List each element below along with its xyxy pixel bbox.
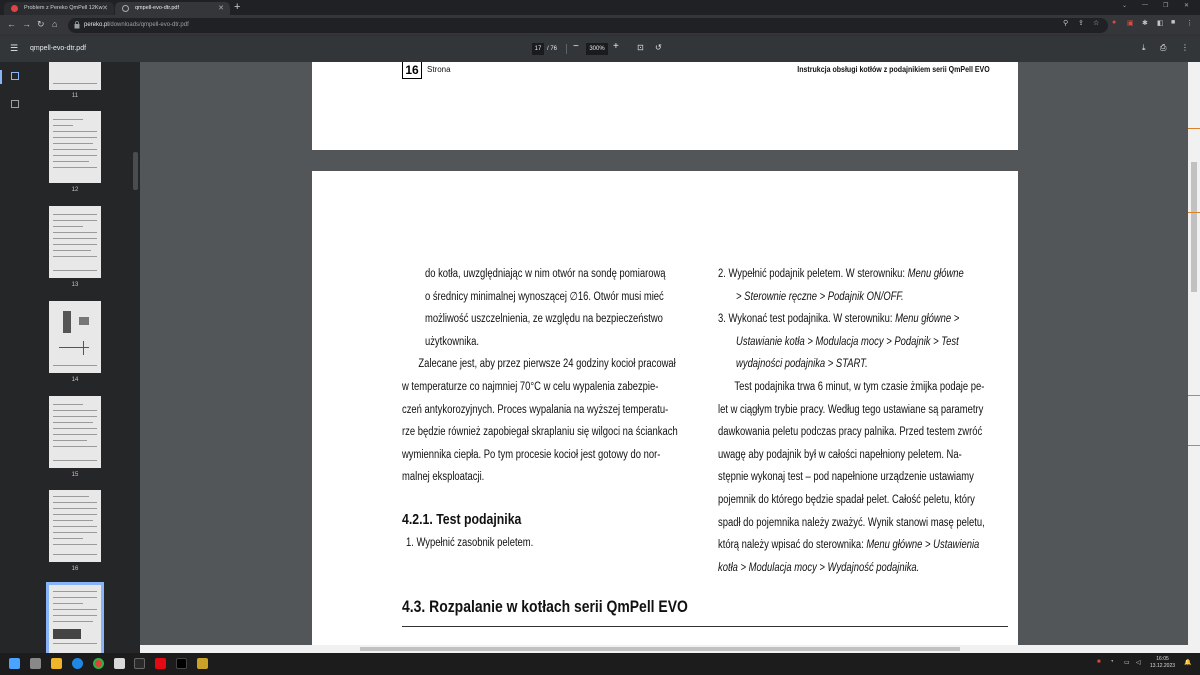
text-segment: 3. Wykonać test podajnika. W sterowniku: [718, 313, 896, 326]
text-line: stępnie wykonaj test – pod napełnione urządzenie ustawiamy [718, 471, 974, 484]
extension-mail-icon[interactable]: ▣ [1127, 20, 1134, 27]
system-clock[interactable] [1150, 656, 1175, 670]
omnibox[interactable] [68, 18, 1108, 33]
text-line: możliwość uszczelnienia, ze względu na bezpieczeństwo [424, 313, 663, 326]
selected-view-indicator [0, 70, 2, 84]
sidebar-scrollbar[interactable] [133, 152, 138, 190]
left-column [402, 263, 702, 489]
notepad-icon[interactable] [114, 658, 125, 669]
menu-path: kotła > Modulacja mocy > Wydajność podajnika. [718, 561, 920, 574]
url-text [84, 18, 189, 33]
calculator-icon[interactable] [134, 658, 145, 669]
windows-taskbar [0, 653, 1200, 675]
tab-close-icon[interactable]: ✕ [102, 5, 108, 12]
menu-path: wydajności podajnika > START. [736, 358, 868, 371]
back-button[interactable]: ← [7, 19, 16, 29]
side-panel-icon[interactable]: ◧ [1157, 20, 1164, 27]
display-icon[interactable]: ▭ [1124, 660, 1130, 666]
tab-pdf[interactable] [115, 2, 230, 15]
forum-favicon-icon [11, 5, 18, 12]
text-line: do kotła, uwzględniając w nim otwór na sondę pomiarową [424, 268, 666, 280]
game-app-icon[interactable] [197, 658, 208, 669]
horizontal-scrollbar[interactable] [140, 645, 1188, 653]
pdf-page-previous [312, 62, 1018, 150]
text-segment: 2. Wypełnić podajnik peletem. W sterowniku: [718, 268, 908, 280]
page-thumbnail[interactable] [49, 396, 101, 468]
text-line: wymiennika ciepła. Po tym procesie kocioł jest gotowy do nor- [402, 448, 661, 461]
text-line: Zalecane jest, aby przez pierwsze 24 godziny kocioł pracował [418, 358, 676, 371]
text-line: czeń antykorozyjnych. Proces wypalania na wyższej temperatu- [402, 403, 669, 416]
chrome-icon[interactable] [93, 658, 104, 669]
new-tab-button[interactable]: + [234, 1, 241, 13]
browser-menu-icon[interactable]: ⋮ [1186, 20, 1193, 27]
forward-button[interactable]: → [22, 19, 31, 29]
extension-red-icon[interactable]: ● [1112, 19, 1117, 26]
text-line: pojemnik do którego będzie spadał pelet. Całość peletu, który [718, 493, 975, 506]
zoom-in-button[interactable]: + [613, 41, 619, 52]
address-bar-row [0, 15, 1200, 36]
page-thumbnail[interactable] [49, 62, 101, 90]
list-item: 1. Wypełnić zasobnik peletem. [406, 537, 534, 549]
sidebar-menu-icon[interactable]: ☰ [10, 43, 19, 53]
url-domain: pereko.pl [84, 22, 109, 28]
print-icon[interactable]: ⎙ [1160, 43, 1167, 52]
text-line: o średnicy minimalnej wynoszącej ∅16. Otwór musi mieć [424, 290, 664, 303]
notifications-icon[interactable]: 🔔 [1184, 660, 1192, 666]
thumbnail-label: 12 [71, 187, 79, 193]
text-line: w temperaturze co najmniej 70°C w celu wypalenia zabezpie- [402, 380, 659, 393]
volume-icon[interactable]: ◁ [1136, 660, 1141, 666]
media-app-icon[interactable] [176, 658, 187, 669]
task-view-icon[interactable] [30, 658, 41, 669]
list-item [718, 308, 1018, 331]
scroll-marker [1188, 395, 1200, 396]
zoom-out-button[interactable]: − [573, 41, 579, 52]
menu-path: Menu główne [907, 268, 964, 280]
download-icon[interactable]: ⤓ [1142, 43, 1146, 52]
minimize-button[interactable]: — [1142, 2, 1148, 8]
thumbnail-label: 13 [71, 282, 79, 288]
thumbnails-view-icon[interactable] [11, 72, 19, 80]
thumbnail-label: 11 [71, 93, 79, 99]
text-line: uwagę aby podajnik był w całości napełniony peletem. Na- [718, 448, 962, 461]
menu-path: Menu główne > [895, 313, 960, 326]
thumbnail-label: 14 [71, 377, 79, 383]
horizontal-scroll-thumb[interactable] [360, 647, 960, 651]
pdf-file-name: qmpell-evo-dtr.pdf [30, 45, 87, 52]
text-line: użytkownika. [424, 335, 479, 348]
page-running-title: Instrukcja obsługi kotłów z podajnikiem serii QmPell EVO [797, 65, 990, 74]
page-thumbnail[interactable] [49, 490, 101, 562]
tab-search-icon[interactable]: ⌄ [1122, 3, 1128, 9]
right-column [718, 263, 1018, 579]
tab-close-icon[interactable]: ✕ [218, 5, 224, 12]
text-line: Test podajnika trwa 6 minut, w tym czasie żmijka podaje pe- [734, 380, 985, 393]
scroll-marker [1188, 212, 1200, 213]
network-icon[interactable]: ◔ [1110, 659, 1114, 665]
tab-title: qmpell-evo-dtr.pdf [135, 5, 180, 11]
pdf-page-current [312, 171, 1018, 653]
outline-view-icon[interactable] [11, 100, 19, 108]
scroll-marker [1188, 445, 1200, 446]
edge-icon[interactable] [72, 658, 83, 669]
globe-favicon-icon [122, 5, 129, 12]
profile-icon[interactable]: ■ [1171, 19, 1176, 26]
menu-path: > Sterownie ręczne > Podajnik ON/OFF. [736, 290, 904, 303]
share-icon[interactable]: ⇪ [1078, 20, 1084, 27]
reload-button[interactable]: ↻ [37, 19, 45, 29]
text-line [718, 534, 1018, 557]
start-icon[interactable] [9, 658, 20, 669]
page-thumbnail[interactable] [49, 111, 101, 183]
extensions-puzzle-icon[interactable]: ✱ [1142, 20, 1148, 27]
netflix-icon[interactable] [155, 658, 166, 669]
tab-strip [0, 0, 1200, 15]
tab-forum[interactable] [4, 2, 114, 15]
page-thumbnail[interactable] [49, 301, 101, 373]
tray-app-icon[interactable]: ■ [1097, 659, 1101, 665]
sidebar-view-switcher [0, 62, 30, 653]
thumbnail-label: 16 [71, 566, 79, 572]
page-thumbnail[interactable] [49, 206, 101, 278]
menu-path: Ustawianie kotła > Modulacja mocy > Podajnik > Test [736, 335, 959, 348]
list-item [718, 263, 1018, 286]
rotate-icon[interactable]: ↺ [655, 43, 662, 52]
vertical-scrollbar[interactable] [1188, 62, 1200, 653]
text-line: rze będzie również zapobiegał skraplaniu się wilgoci na ściankach [402, 426, 678, 439]
toolbar-divider [566, 44, 567, 54]
page-total: / 76 [547, 46, 558, 52]
close-window-button[interactable]: ✕ [1184, 3, 1190, 9]
page-number-input[interactable]: 17 [532, 43, 544, 55]
section-heading-4-2-1: 4.2.1. Test podajnika [402, 511, 522, 528]
text-line: dawkowania peletu podczas pracy palnika. Przed testem zwróć [718, 426, 983, 439]
pdf-toolbar [0, 36, 1200, 62]
clock-time: 16:05 [1156, 656, 1169, 662]
section-heading-4-3: 4.3. Rozpalanie w kotłach serii QmPell EVO [402, 597, 688, 616]
menu-path: Menu główne > Ustawienia [866, 539, 980, 552]
zoom-input[interactable]: 300% [586, 43, 608, 55]
vertical-scroll-thumb[interactable] [1191, 162, 1197, 292]
fit-page-icon[interactable]: ⊡ [637, 43, 644, 52]
home-button[interactable]: ⌂ [52, 19, 58, 29]
clock-date: 13.12.2023 [1150, 663, 1176, 669]
page-thumbnail-selected[interactable] [49, 585, 101, 653]
tab-title: Problem z Pereko QmPell 12Kw [24, 5, 103, 11]
pdf-viewer[interactable] [140, 62, 1188, 653]
pdf-more-icon[interactable]: ⋮ [1181, 43, 1189, 52]
maximize-button[interactable]: ❐ [1163, 3, 1169, 9]
url-path: /downloads/qmpell-evo-dtr.pdf [108, 22, 189, 28]
file-explorer-icon[interactable] [51, 658, 62, 669]
text-line: spadł do pojemnika należy zważyć. Wynik stanowi masę peletu, [718, 516, 985, 529]
text-line: malnej eksploatacji. [402, 471, 485, 484]
lock-icon [74, 21, 80, 29]
text-segment: którą należy wpisać do sterownika: [718, 539, 867, 552]
thumbnail-label: 15 [71, 472, 79, 478]
page-number-box: 16 [402, 62, 422, 79]
page-label: Strona [427, 65, 451, 74]
heading-rule [402, 626, 1008, 627]
bookmark-star-icon[interactable]: ☆ [1093, 20, 1100, 27]
scroll-marker [1188, 128, 1200, 129]
zoom-page-icon[interactable]: ⚲ [1063, 20, 1069, 27]
thumbnail-sidebar [0, 62, 140, 653]
text-line: let w ciągłym trybie pracy. Według tego ustawiane są parametry [718, 403, 984, 416]
